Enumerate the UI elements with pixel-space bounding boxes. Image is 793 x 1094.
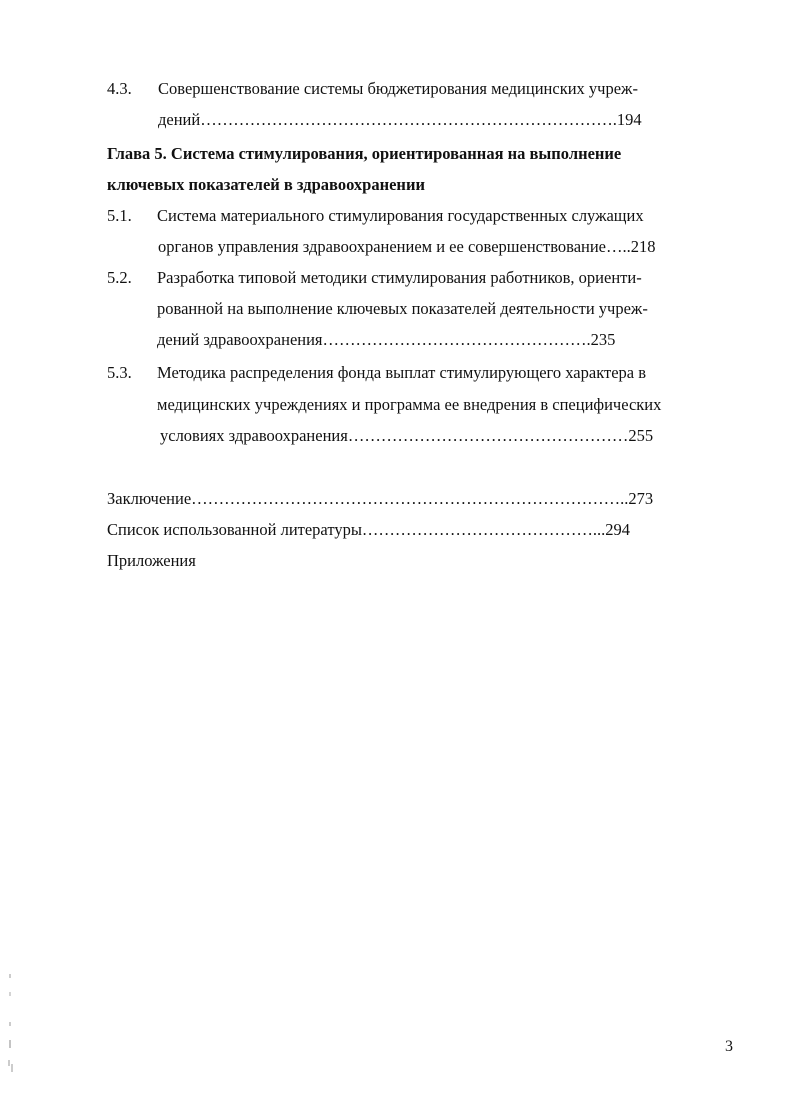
toc-5-3-title-line3: условиях здравоохранения……………………………………………255	[160, 426, 654, 445]
toc-5-3-title-line2: медицинских учреждениях и программа ее внедрения в специфических	[157, 395, 662, 414]
toc-5-2-title-line1: Разработка типовой методики стимулирования работников, ориенти-	[157, 268, 642, 287]
toc-4-3-number: 4.3.	[107, 79, 132, 98]
page-number: 3	[725, 1038, 733, 1055]
toc-5-1-title-line2: органов управления здравоохранением и ее совершенствование…..218	[158, 237, 656, 256]
toc-references: Список использованной литературы……………………………………...294	[107, 520, 631, 539]
chapter-5-heading-line1: Глава 5. Система стимулирования, ориентированная на выполнение	[107, 144, 622, 163]
toc-appendices: Приложения	[107, 551, 196, 570]
chapter-5-heading-line2: ключевых показателей в здравоохранении	[107, 175, 425, 194]
toc-5-3-number: 5.3.	[107, 363, 132, 382]
toc-conclusion: Заключение……………………………………………………………………..273	[107, 489, 654, 508]
scan-margin-marks	[0, 960, 20, 1080]
toc-5-2-title-line3: дений здравоохранения………………………………………….235	[157, 330, 616, 349]
toc-5-3-title-line1: Методика распределения фонда выплат стимулирующего характера в	[157, 363, 647, 382]
toc-5-2-title-line2: рованной на выполнение ключевых показателей деятельности учреж-	[157, 299, 648, 318]
toc-4-3-title-line1: Совершенствование системы бюджетирования медицинских учреж-	[158, 79, 638, 98]
toc-5-1-title-line1: Система материального стимулирования государственных служащих	[157, 206, 644, 225]
toc-4-3-title-line2: дений………………………………………………………………….194	[158, 110, 642, 129]
toc-5-1-number: 5.1.	[107, 206, 132, 225]
toc-5-2-number: 5.2.	[107, 268, 132, 287]
